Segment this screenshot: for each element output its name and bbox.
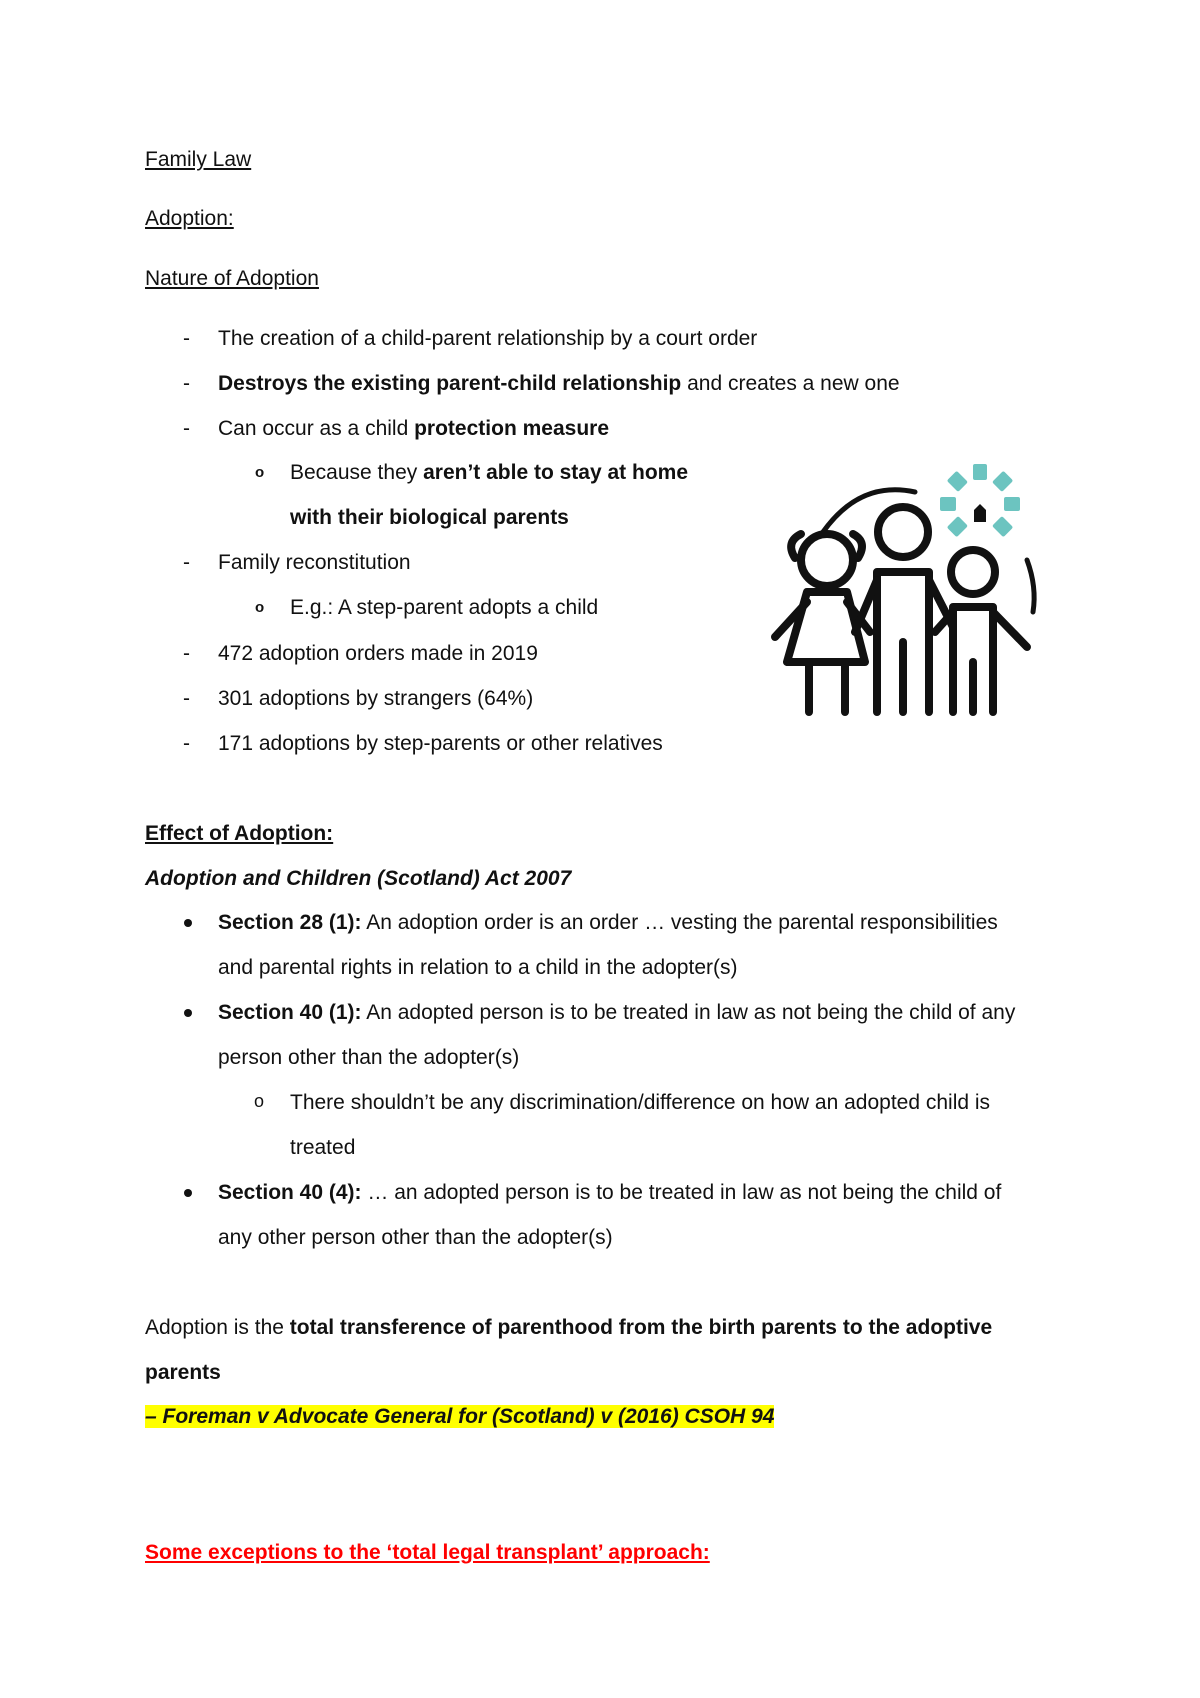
house-icon xyxy=(974,504,986,522)
nature-item-2 xyxy=(218,372,900,396)
nature-item-3-bold: protection measure xyxy=(414,417,609,440)
section-40-4-text: … an adopted person is to be treated in law as not being the child of xyxy=(361,1181,1002,1204)
nature-item-3-pre: Can occur as a child xyxy=(218,417,415,440)
nature-item-2-bold: Destroys the existing parent-child relationship xyxy=(218,372,682,395)
section-40-1 xyxy=(218,1001,1015,1025)
nature-item-5: 472 adoption orders made in 2019 xyxy=(218,642,538,665)
exceptions-heading: Some exceptions to the ‘total legal transplant’ approach: xyxy=(145,1541,710,1564)
summary-cont: parents xyxy=(145,1361,221,1384)
list-dash: - xyxy=(183,327,190,350)
section-28-label: Section 28 (1): xyxy=(218,911,362,934)
bullet xyxy=(184,1009,192,1017)
nature-heading: Nature of Adoption xyxy=(145,267,319,290)
list-dash: - xyxy=(183,372,190,395)
nature-item-6: 301 adoptions by strangers (64%) xyxy=(218,687,534,710)
section-28 xyxy=(218,911,998,935)
act-title: Adoption and Children (Scotland) Act 2007 xyxy=(145,867,572,890)
section-28-text: An adoption order is an order … vesting the parental responsibilities xyxy=(361,911,998,934)
section-40-1-text: An adopted person is to be treated in law as not being the child of any xyxy=(361,1001,1016,1024)
list-dash: - xyxy=(183,642,190,665)
bullet xyxy=(184,1189,192,1197)
nature-item-7: 171 adoptions by step-parents or other relatives xyxy=(218,732,663,755)
summary-pre: Adoption is the xyxy=(145,1316,290,1339)
nature-sub-1-bold: aren’t able to stay at home xyxy=(423,461,689,484)
list-dash: - xyxy=(183,732,190,755)
section-40-4-cont: any other person other than the adopter(s) xyxy=(218,1226,613,1249)
nature-sub-2: E.g.: A step-parent adopts a child xyxy=(290,596,599,619)
sub-bullet: o xyxy=(254,1091,265,1111)
section-28-cont: and parental rights in relation to a child in the adopter(s) xyxy=(218,956,738,979)
summary-bold: total transference of parenthood from the birth parents to the adoptive xyxy=(289,1316,993,1339)
list-dash: - xyxy=(183,551,190,574)
effect-heading: Effect of Adoption: xyxy=(145,822,334,845)
doc-title: Family Law xyxy=(145,148,252,171)
sub-bullet: o xyxy=(255,599,265,616)
summary-line xyxy=(145,1316,992,1340)
arc-right xyxy=(1027,560,1034,612)
nature-sub-1 xyxy=(290,461,688,485)
nature-item-4: Family reconstitution xyxy=(218,551,411,574)
bullet xyxy=(184,919,192,927)
list-dash: - xyxy=(183,687,190,710)
sub-bullet: o xyxy=(255,464,265,481)
family-icon xyxy=(765,462,1050,732)
case-citation xyxy=(145,1405,774,1429)
section-40-4-label: Section 40 (4): xyxy=(218,1181,362,1204)
section-40-4 xyxy=(218,1181,1001,1205)
section-40-1-cont: person other than the adopter(s) xyxy=(218,1046,520,1069)
list-dash: - xyxy=(183,417,190,440)
nature-item-1: The creation of a child-parent relationship by a court order xyxy=(218,327,758,350)
section-40-sub-cont: treated xyxy=(290,1136,356,1159)
nature-sub-1-cont: with their biological parents xyxy=(290,506,569,529)
nature-sub-1-pre: Because they xyxy=(290,461,424,484)
section-40-sub: There shouldn’t be any discrimination/difference on how an adopted child is xyxy=(290,1091,991,1114)
nature-item-2-rest: and creates a new one xyxy=(681,372,900,395)
adult-figure xyxy=(855,507,953,712)
child-figure xyxy=(935,550,1027,712)
section-40-1-label: Section 40 (1): xyxy=(218,1001,362,1024)
teal-flower-icon xyxy=(940,464,1020,537)
case-citation-text: – Foreman v Advocate General for (Scotland) v (2016) CSOH 94 xyxy=(145,1405,775,1428)
section-adoption-heading: Adoption: xyxy=(145,207,234,230)
nature-item-3 xyxy=(218,417,609,441)
